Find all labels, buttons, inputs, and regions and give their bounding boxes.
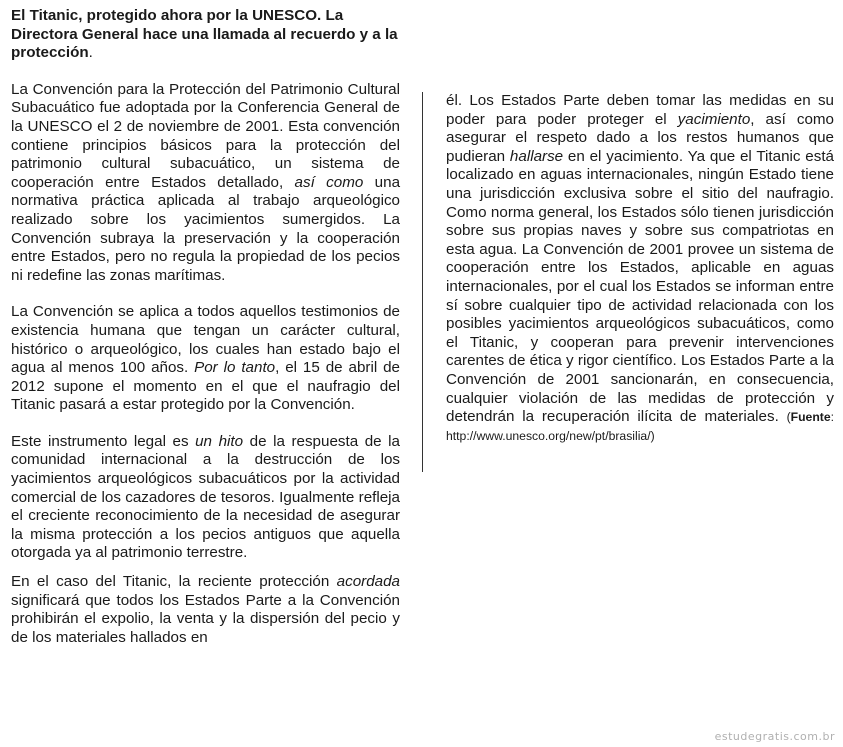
p3-text-b: de la respuesta de la comunidad internacional a la destrucción de los yacimientos arqueológicos subacuáticos por la actividad comercial de los cazadores de tesoros. Igualmente refleja el creciente reconocimiento de la necesidad de asegurar la misma protección a los pecios antiguos que aquella otorgada ya al patrimonio terrestre. xyxy=(11,432,400,562)
source-open: ( xyxy=(786,410,791,425)
right-column xyxy=(446,92,834,445)
p1-text-b: una normativa práctica aplicada al trabajo arqueológico realizado sobre los yacimientos sumergidos. La Convención subraya la preservación y la cooperación entre Estados, pero no regula la propiedad de los pecios ni redefine las zonas marítimas. xyxy=(11,173,401,284)
p2-text-b: , el 15 de abril de 2012 supone el momento en el que el naufragio del Titanic pasará a estar protegido por la Convención. xyxy=(11,359,400,414)
p2-text-a: La Convención se aplica a todos aquellos testimonios de existencia humana que tengan un carácter cultural, histórico o arqueológico, los cuales han estado bajo el agua al menos 100 años. xyxy=(11,303,400,377)
column-divider xyxy=(422,92,423,472)
source-sep: : xyxy=(830,410,834,425)
title-text: El Titanic, protegido ahora por la UNESCO. La Directora General hace una llamada al recuerdo y a la protección xyxy=(11,7,398,62)
paragraph-4 xyxy=(11,573,400,647)
source-url: http://www.unesco.org/new/pt/brasilia/ xyxy=(446,428,651,443)
p1-emphasis: así como xyxy=(294,173,364,191)
p5-text-c: en el yacimiento. Ya que el Titanic está localizado en aguas internacionales, ningún Estado tiene una jurisdicción exclusiva sobre el sitio del naufragio. Como norma general, los Estados sólo tienen jurisdicción sobre sus propias naves y sobre sus compatriotas en esta agua. La Convención de 2001 provee un sistema de cooperación entre los Estados, aplicable en aguas internacionales, por el cual los Estados se informan entre sí sobre cualquier tipo de actividad relacionada con los posibles yacimientos arqueológicos subacuáticos, como el Titanic, y cooperan para prevenir intervenciones carentes de ética y rigor científico. Los Estados Parte a la Convención de 2001 sancionarán, en consecuencia, cualquier violación de las medidas de protección y detendrán la recuperación ilícita de materiales. xyxy=(446,147,834,426)
p1-text-a: La Convención para la Protección del Patrimonio Cultural Subacuático fue adoptada por la Conferencia General de la UNESCO el 2 de noviembre de 2001. Esta convención contiene principios básicos para la protección del patrimonio cultural subacuático, un sistema de cooperación entre Estados detallado, xyxy=(11,80,400,191)
source-label: Fuente xyxy=(790,410,831,425)
paragraph-3 xyxy=(11,433,400,563)
p3-emphasis: un hito xyxy=(195,432,244,450)
p2-emphasis: Por lo tanto xyxy=(194,359,276,377)
p3-text-a: Este instrumento legal es xyxy=(11,432,196,450)
p5-emphasis-1: yacimiento xyxy=(677,110,751,128)
p5-emphasis-2: hallarse xyxy=(509,147,564,165)
p4-text-b: significará que todos los Estados Parte a la Convención prohibirán el expolio, la venta y la dispersión del pecio y de los materiales hallados en xyxy=(11,591,400,646)
paragraph-5 xyxy=(446,92,834,445)
article-title xyxy=(11,7,400,63)
p4-text-a: En el caso del Titanic, la reciente protección xyxy=(11,573,337,591)
p5-text-b: , así como asegurar el respeto dado a los restos humanos que pudieran xyxy=(446,110,835,165)
paragraph-1 xyxy=(11,81,400,286)
title-end: . xyxy=(88,44,93,62)
paragraph-2 xyxy=(11,303,400,415)
p4-emphasis: acordada xyxy=(336,573,400,591)
p5-text-a: él. Los Estados Parte deben tomar las medidas en su poder para poder proteger el xyxy=(446,92,834,128)
site-watermark: estudegratis.com.br xyxy=(714,730,835,743)
source-close: ) xyxy=(650,428,655,443)
left-column xyxy=(11,0,400,647)
